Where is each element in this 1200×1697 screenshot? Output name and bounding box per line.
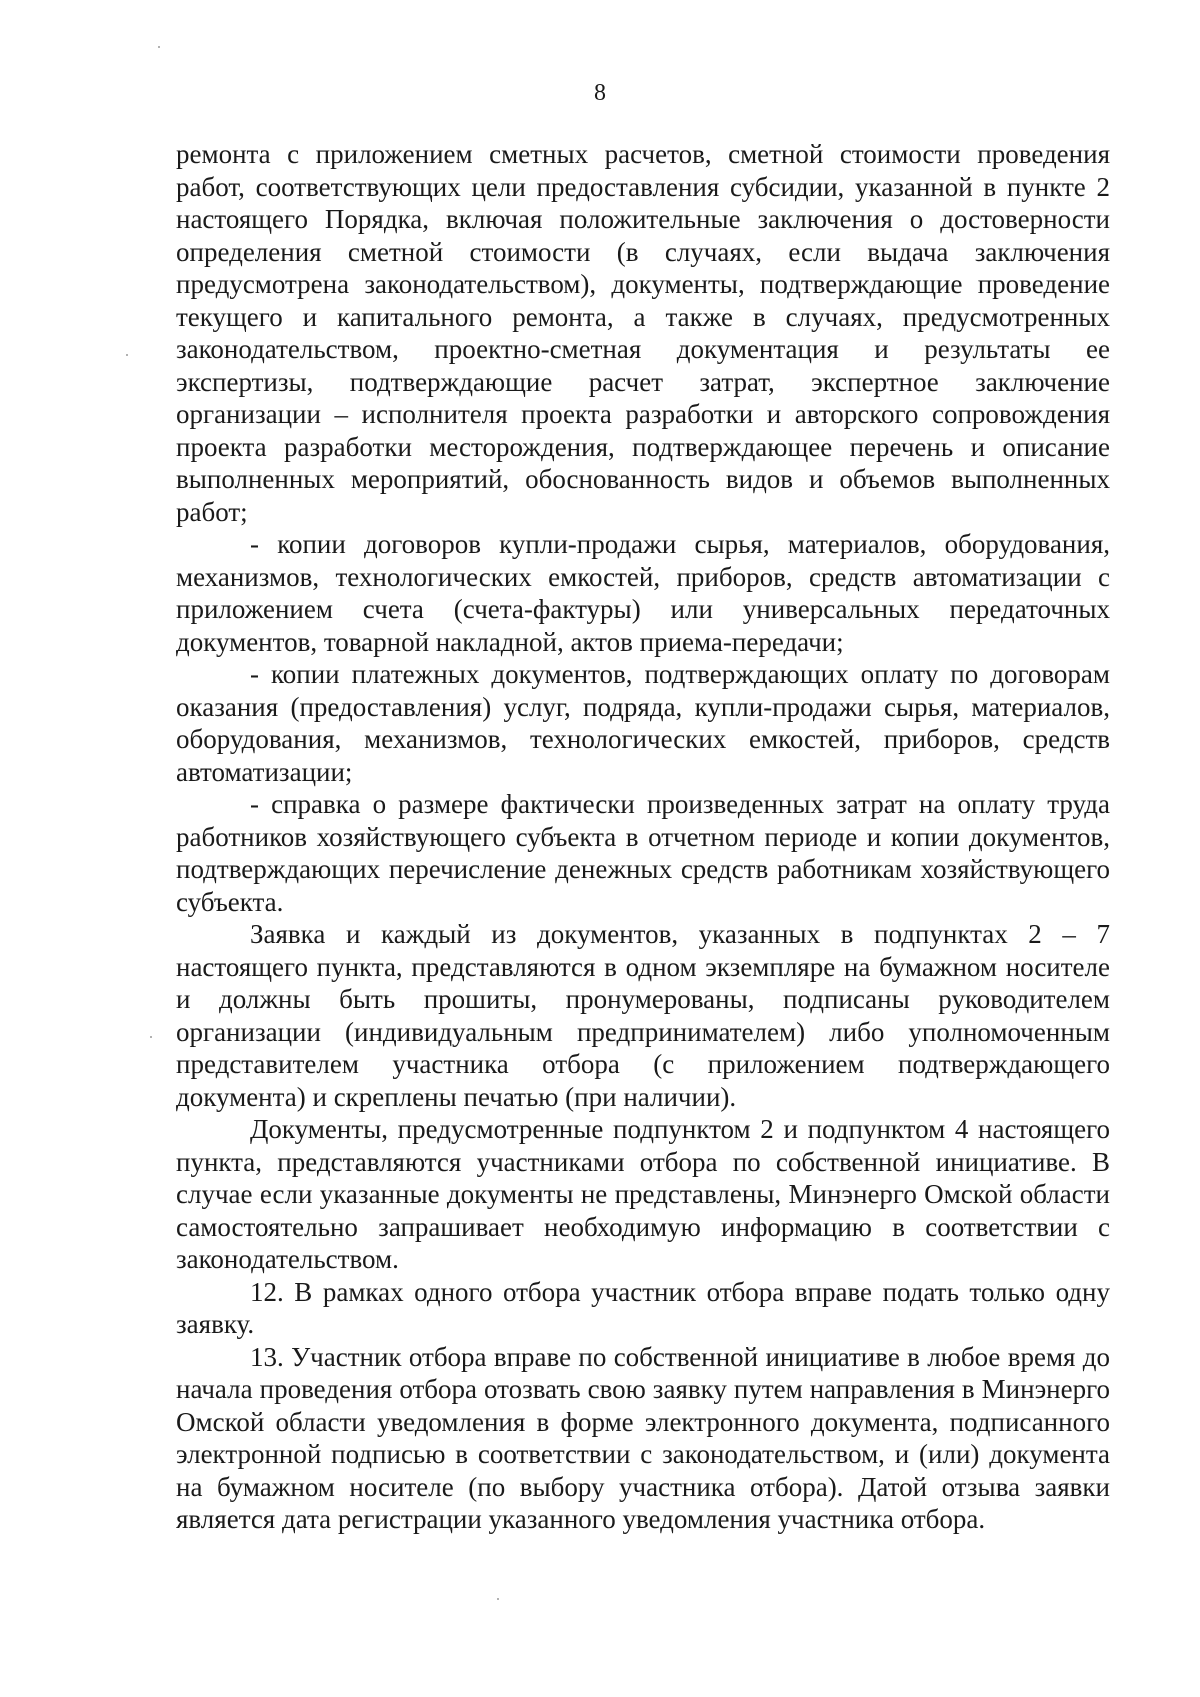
paragraph-1: ремонта с приложением сметных расчетов, сметной стоимости проведения работ, соответствующих цели предоставления субсидии, указанной в пункте 2 настоящего Порядка, включая положительные заключения о достоверности определения сметной стоимости (в случаях, если выдача заключения предусмотрена законодательством), документы, подтверждающие проведение текущего и капитального ремонта, а также в случаях, предусмотренных законодательством, проектно-сметная документация и результаты ее экспертизы, подтверждающие расчет затрат, экспертное заключение организации – исполнителя проекта разработки и авторского сопровождения проекта разработки месторождения, подтверждающее перечень и описание выполненных мероприятий, обоснованность видов и объемов выполненных работ; xyxy=(176,139,1110,527)
page-number: 8 xyxy=(594,80,606,106)
paragraph-4: - справка о размере фактически произведенных затрат на оплату труда работников хозяйствующего субъекта в отчетном периоде и копии документов, подтверждающих перечисление денежных средств работникам хозяйствующего субъекта. xyxy=(176,789,1110,917)
paragraph-6: Документы, предусмотренные подпунктом 2 и подпунктом 4 настоящего пункта, представляются участниками отбора по собственной инициативе. В случае если указанные документы не представлены, Минэнерго Омской области самостоятельно запрашивает необходимую информацию в соответствии с законодательством. xyxy=(176,1114,1110,1274)
scan-speck xyxy=(150,1036,152,1038)
paragraph-2: - копии договоров купли-продажи сырья, материалов, оборудования, механизмов, технологических емкостей, приборов, средств автоматизации с приложением счета (счета-фактуры) или универсальных передаточных документов, товарной накладной, актов приема-передачи; xyxy=(176,529,1110,657)
paragraph-3: - копии платежных документов, подтверждающих оплату по договорам оказания (предоставления) услуг, подряда, купли-продажи сырья, материалов, оборудования, механизмов, технологических емкостей, приборов, средств автоматизации; xyxy=(176,659,1110,787)
document-body xyxy=(176,138,1110,1536)
paragraph-7: 12. В рамках одного отбора участник отбора вправе подать только одну заявку. xyxy=(176,1276,1110,1339)
scan-speck xyxy=(497,1598,499,1600)
scan-speck xyxy=(126,354,128,356)
paragraph-8: 13. Участник отбора вправе по собственной инициативе в любое время до начала проведения отбора отозвать свою заявку путем направления в Минэнерго Омской области уведомления в форме электронного документа, подписанного электронной подписью в соответствии с законодательством, и (или) документа на бумажном носителе (по выбору участника отбора). Датой отзыва заявки является дата регистрации указанного уведомления участника отбора. xyxy=(176,1341,1110,1534)
scan-speck xyxy=(158,46,160,48)
paragraph-5: Заявка и каждый из документов, указанных в подпунктах 2 – 7 настоящего пункта, представляются в одном экземпляре на бумажном носителе и должны быть прошиты, пронумерованы, подписаны руководителем организации (индивидуальным предпринимателем) либо уполномоченным представителем участника отбора (с приложением подтверждающего документа) и скреплены печатью (при наличии). xyxy=(176,919,1110,1112)
